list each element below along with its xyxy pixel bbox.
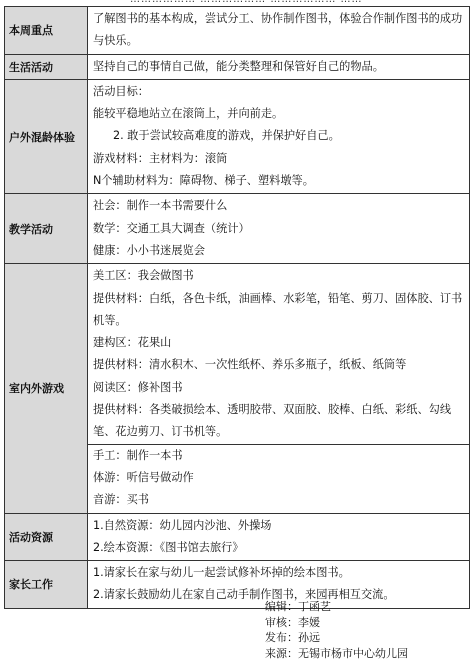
content-line: 2. 敢于尝试较高难度的游戏，并保护好自己。 <box>113 129 340 143</box>
content-line: 体游：听信号做动作 <box>93 470 194 484</box>
table-row <box>5 79 470 193</box>
table-row <box>5 264 470 513</box>
source-credit: 来源：无锡市杨市中心幼儿园 <box>265 646 408 660</box>
content-line: 手工：制作一本书 <box>93 448 183 462</box>
row-label: 活动资源 <box>5 513 88 561</box>
row-content <box>88 513 470 561</box>
row-content <box>88 7 470 55</box>
content-line: 健康：小小书迷展览会 <box>93 243 205 257</box>
table-row <box>5 54 470 79</box>
credits-block <box>265 599 408 661</box>
row-content <box>88 194 470 264</box>
row-label: 教学活动 <box>5 194 88 264</box>
weekly-plan-table <box>4 6 470 609</box>
content-line: 提供材料：各类破损绘本、透明胶带、双面胶、胶棒、白纸、彩纸、勾线笔、花边剪刀、订书机等。 <box>93 403 452 439</box>
table-row <box>5 7 470 55</box>
content-line: 提供材料：白纸，各色卡纸，油画棒、水彩笔，铅笔、剪刀、固体胶、订书机等。 <box>93 291 463 327</box>
editor-credit: 编辑：丁函艺 <box>265 600 331 613</box>
table-row <box>5 513 470 561</box>
content-line: 音游：买书 <box>93 493 149 507</box>
publisher-credit: 发布：孙远 <box>265 631 320 644</box>
content-line: 活动目标： <box>93 84 149 98</box>
content-line: 坚持自己的事情自己做，能分类整理和保管好自己的物品。 <box>93 59 384 73</box>
content-line: 社会：制作一本书需要什么 <box>93 199 228 213</box>
content-line: 美工区：我会做图书 <box>93 269 194 283</box>
content-line: 建构区：花果山 <box>93 336 172 350</box>
content-line: 数学：交通工具大调查（统计） <box>93 221 250 235</box>
content-line: 2.绘本资源：《图书馆去旅行》 <box>93 540 244 554</box>
content-line: 游戏材料：主材料为：滚筒 <box>93 151 228 165</box>
row-content <box>88 79 470 193</box>
reviewer-credit: 审核：李媛 <box>265 615 320 629</box>
content-line: 提供材料：清水积木、一次性纸杯、养乐多瓶子，纸板、纸筒等 <box>93 358 407 372</box>
sub-section <box>88 444 469 512</box>
content-line: 1.请家长在家与幼儿一起尝试修补坏掉的绘本图书。 <box>93 566 350 580</box>
row-label: 本周重点 <box>5 7 88 55</box>
cropped-header-text <box>130 0 363 5</box>
row-label: 生活活动 <box>5 54 88 79</box>
row-label: 室内外游戏 <box>5 264 88 513</box>
content-line: 能较平稳地站立在滚筒上，并向前走。 <box>93 107 284 121</box>
row-content <box>88 264 470 513</box>
content-line: 阅读区：修补图书 <box>93 380 183 394</box>
content-line: 2.请家长鼓励幼儿在家自己动手制作图书，来园再相互交流。 <box>93 588 395 602</box>
content-line: N个辅助材料为：障碍物、梯子、塑料墩等。 <box>93 174 314 188</box>
row-label: 家长工作 <box>5 561 88 609</box>
table-row <box>5 194 470 264</box>
row-label: 户外混龄体验 <box>5 79 88 193</box>
row-content <box>88 54 470 79</box>
content-line: 了解图书的基本构成，尝试分工、协作制作图书，体验合作制作图书的成功与快乐。 <box>93 12 463 48</box>
content-line: 1.自然资源：幼儿园内沙池、外操场 <box>93 518 272 532</box>
